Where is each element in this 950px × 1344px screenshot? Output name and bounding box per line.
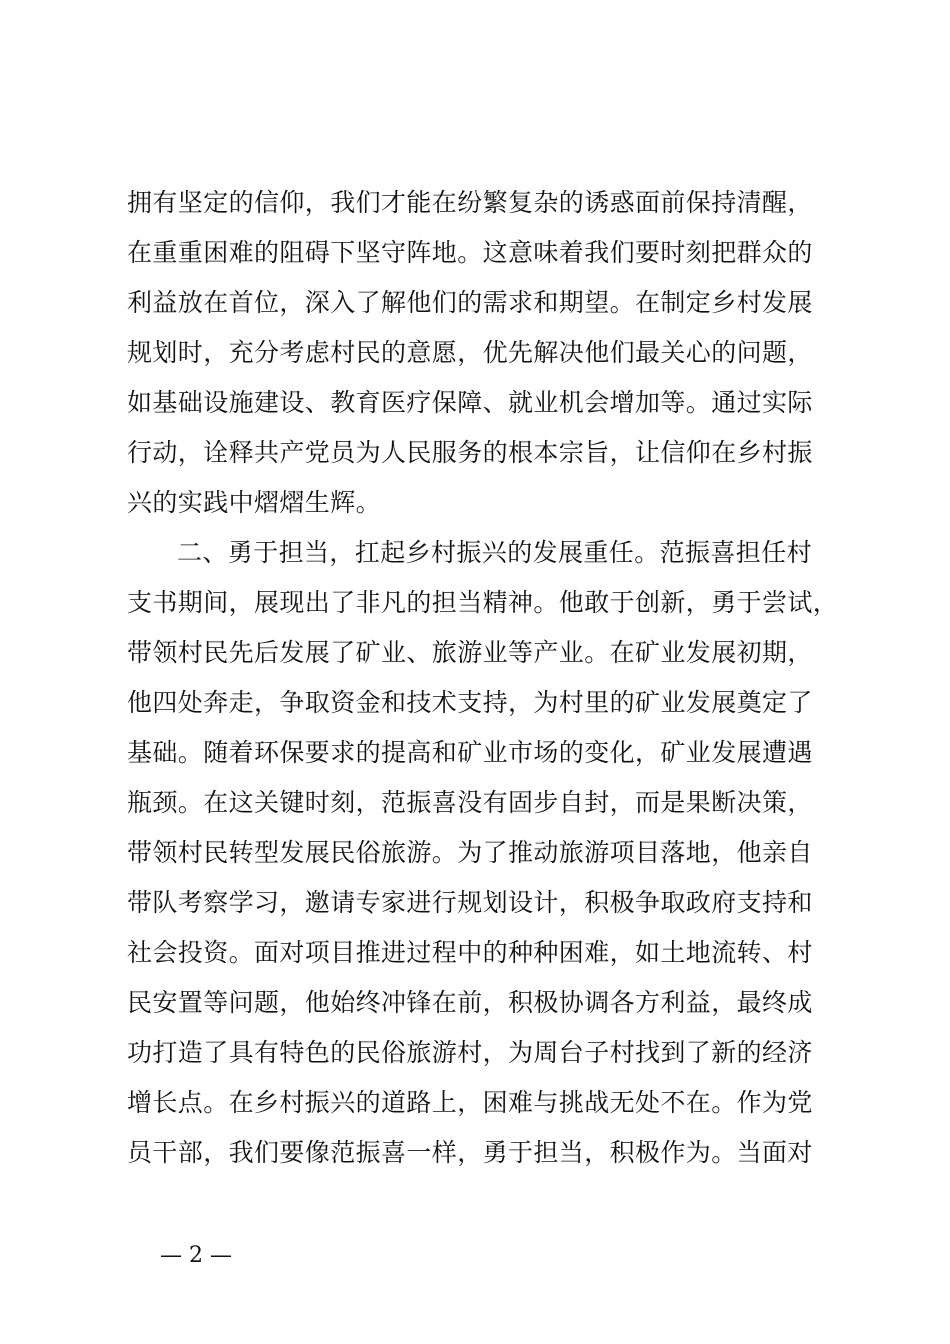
text-line: 行动，诠释共产党员为人民服务的根本宗旨，让信仰在乡村振 — [127, 438, 813, 467]
body-text — [127, 178, 839, 1178]
paragraph-start-line: 二、勇于担当，扛起乡村振兴的发展重任。范振喜担任村 — [177, 538, 813, 567]
text-line: 基础。随着环保要求的提高和矿业市场的变化，矿业发展遭遇 — [127, 738, 813, 767]
text-line: 利益放在首位，深入了解他们的需求和期望。在制定乡村发展 — [127, 288, 813, 317]
text-line: 拥有坚定的信仰，我们才能在纷繁复杂的诱惑面前保持清醒， — [127, 188, 813, 217]
text-line: 瓶颈。在这关键时刻，范振喜没有固步自封，而是果断决策， — [127, 788, 813, 817]
text-line: 规划时，充分考虑村民的意愿，优先解决他们最关心的问题， — [127, 338, 813, 367]
text-line: 带领村民转型发展民俗旅游。为了推动旅游项目落地，他亲自 — [127, 838, 813, 867]
text-line: 他四处奔走，争取资金和技术支持，为村里的矿业发展奠定了 — [127, 688, 813, 717]
text-line: 功打造了具有特色的民俗旅游村，为周台子村找到了新的经济 — [127, 1038, 813, 1067]
text-line: 社会投资。面对项目推进过程中的种种困难，如土地流转、村 — [127, 938, 813, 967]
text-line: 支书期间，展现出了非凡的担当精神。他敢于创新，勇于尝试， — [127, 588, 839, 617]
text-line: 带队考察学习，邀请专家进行规划设计，积极争取政府支持和 — [127, 888, 813, 917]
page-number: — 2 — — [160, 1243, 232, 1268]
text-line: 民安置等问题，他始终冲锋在前，积极协调各方利益，最终成 — [127, 988, 813, 1017]
text-line: 在重重困难的阻碍下坚守阵地。这意味着我们要时刻把群众的 — [127, 238, 813, 267]
text-line: 员干部，我们要像范振喜一样，勇于担当，积极作为。当面对 — [127, 1138, 813, 1167]
text-line: 兴的实践中熠熠生辉。 — [127, 488, 382, 517]
text-line: 带领村民先后发展了矿业、旅游业等产业。在矿业发展初期， — [127, 638, 813, 667]
text-line: 如基础设施建设、教育医疗保障、就业机会增加等。通过实际 — [127, 388, 813, 417]
text-line: 增长点。在乡村振兴的道路上，困难与挑战无处不在。作为党 — [127, 1088, 813, 1117]
